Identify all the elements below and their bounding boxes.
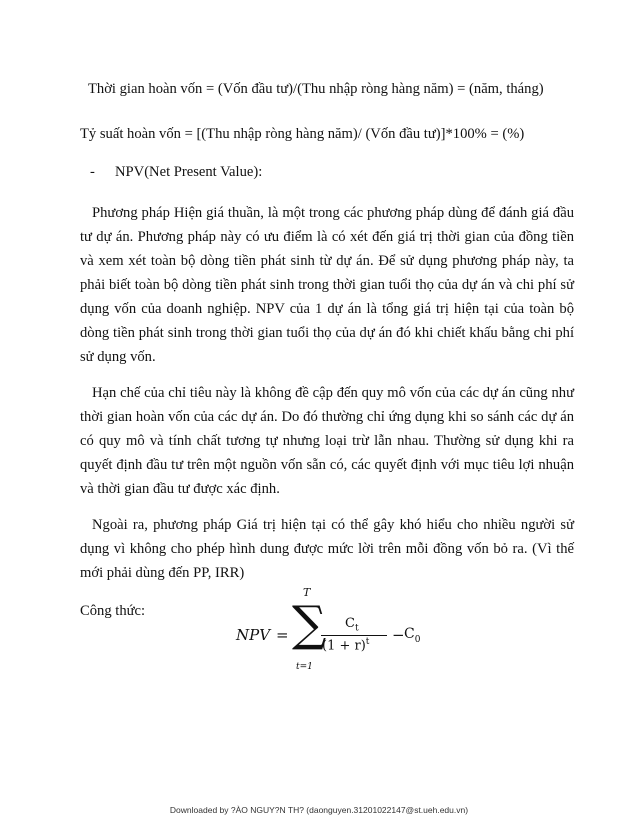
equation-equals: = <box>276 626 289 644</box>
c0-term <box>404 626 420 645</box>
paragraph1-line: phải biết toàn bộ dòng tiền phát sinh trong thời gian tuổi thọ của dự án và chi phí sử <box>80 277 574 293</box>
equation-minus: − <box>392 626 405 644</box>
npv-heading: NPV(Net Present Value): <box>115 164 263 180</box>
sum-upper-limit: T <box>303 586 311 599</box>
paragraph1-line: Phương pháp Hiện giá thuần, là một trong các phương pháp dùng để đánh giá đầu <box>92 205 574 221</box>
fraction-bar <box>321 635 387 636</box>
paragraph2-line: quyết định đầu tư trên một nguồn vốn sẵn có, các quyết định với mục tiêu lợi nhuận <box>80 457 574 473</box>
paragraph1-line: dòng tiền phát sinh trong thời gian tuổi thọ của dự án đó khi chiết khấu bằng chi phí <box>80 325 574 341</box>
denominator-exp: t <box>365 637 370 647</box>
numerator <box>345 616 359 634</box>
equation-lhs: NPV <box>236 626 271 644</box>
paragraph3-line: mới phải dùng đến PP, IRR) <box>80 565 245 581</box>
paragraph2-line: Hạn chế của chỉ tiêu này là không đề cập đến quy mô vốn của các dự án cũng như <box>92 385 574 401</box>
numerator-base: C <box>345 616 355 631</box>
npv-equation <box>236 586 426 678</box>
payback-formula: Thời gian hoàn vốn = (Vốn đầu tư)/(Thu nhập ròng hàng năm) = (năm, tháng) <box>88 81 544 97</box>
denominator <box>322 637 369 653</box>
download-footer: Downloaded by ?ÀO NGUY?N TH? (daonguyen.31201022147@st.ueh.edu.vn) <box>169 805 469 815</box>
c0-sub: 0 <box>414 634 421 645</box>
denominator-base: (1 + r) <box>322 638 366 654</box>
paragraph1-line: sử dụng vốn. <box>80 349 156 365</box>
c0-base: C <box>404 626 415 642</box>
paragraph3-line: dụng vì không cho phép hình dung được mức lời trên mỗi đồng vốn bỏ ra. (Vì thế <box>80 541 574 557</box>
sum-lower-limit: t=1 <box>296 662 313 672</box>
paragraph1-line: dụng vốn của doanh nghiệp. NPV của 1 dự án là tổng giá trị hiện tại của toàn bộ <box>80 301 574 317</box>
numerator-sub: t <box>354 623 359 634</box>
npv-bullet: - <box>90 164 95 180</box>
formula-label: Công thức: <box>80 603 146 619</box>
paragraph2-line: và thời gian đầu tư được xác định. <box>80 481 280 497</box>
paragraph1-line: tư dự án. Phương pháp này có ưu điểm là có xét đến giá trị thời gian của đồng tiền <box>80 229 574 245</box>
paragraph1-line: và xem xét toàn bộ dòng tiền phát sinh từ dự án. Để sử dụng phương pháp này, ta <box>80 253 574 269</box>
paragraph3-line: Ngoài ra, phương pháp Giá trị hiện tại có thể gây khó hiểu cho nhiều người sử <box>92 517 574 533</box>
paragraph2-line: có quy mô và tính chất tương tự nhưng loại trừ lẫn nhau. Thường sử dụng khi ra <box>80 433 574 449</box>
return-rate-formula: Tỷ suất hoàn vốn = [(Thu nhập ròng hàng năm)/ (Vốn đầu tư)]*100% = (%) <box>80 126 525 142</box>
paragraph2-line: thời gian hoàn vốn của các dự án. Do đó thường chỉ ứng dụng khi so sánh các dự án <box>80 409 574 425</box>
sum-symbol: ∑ <box>292 596 327 652</box>
